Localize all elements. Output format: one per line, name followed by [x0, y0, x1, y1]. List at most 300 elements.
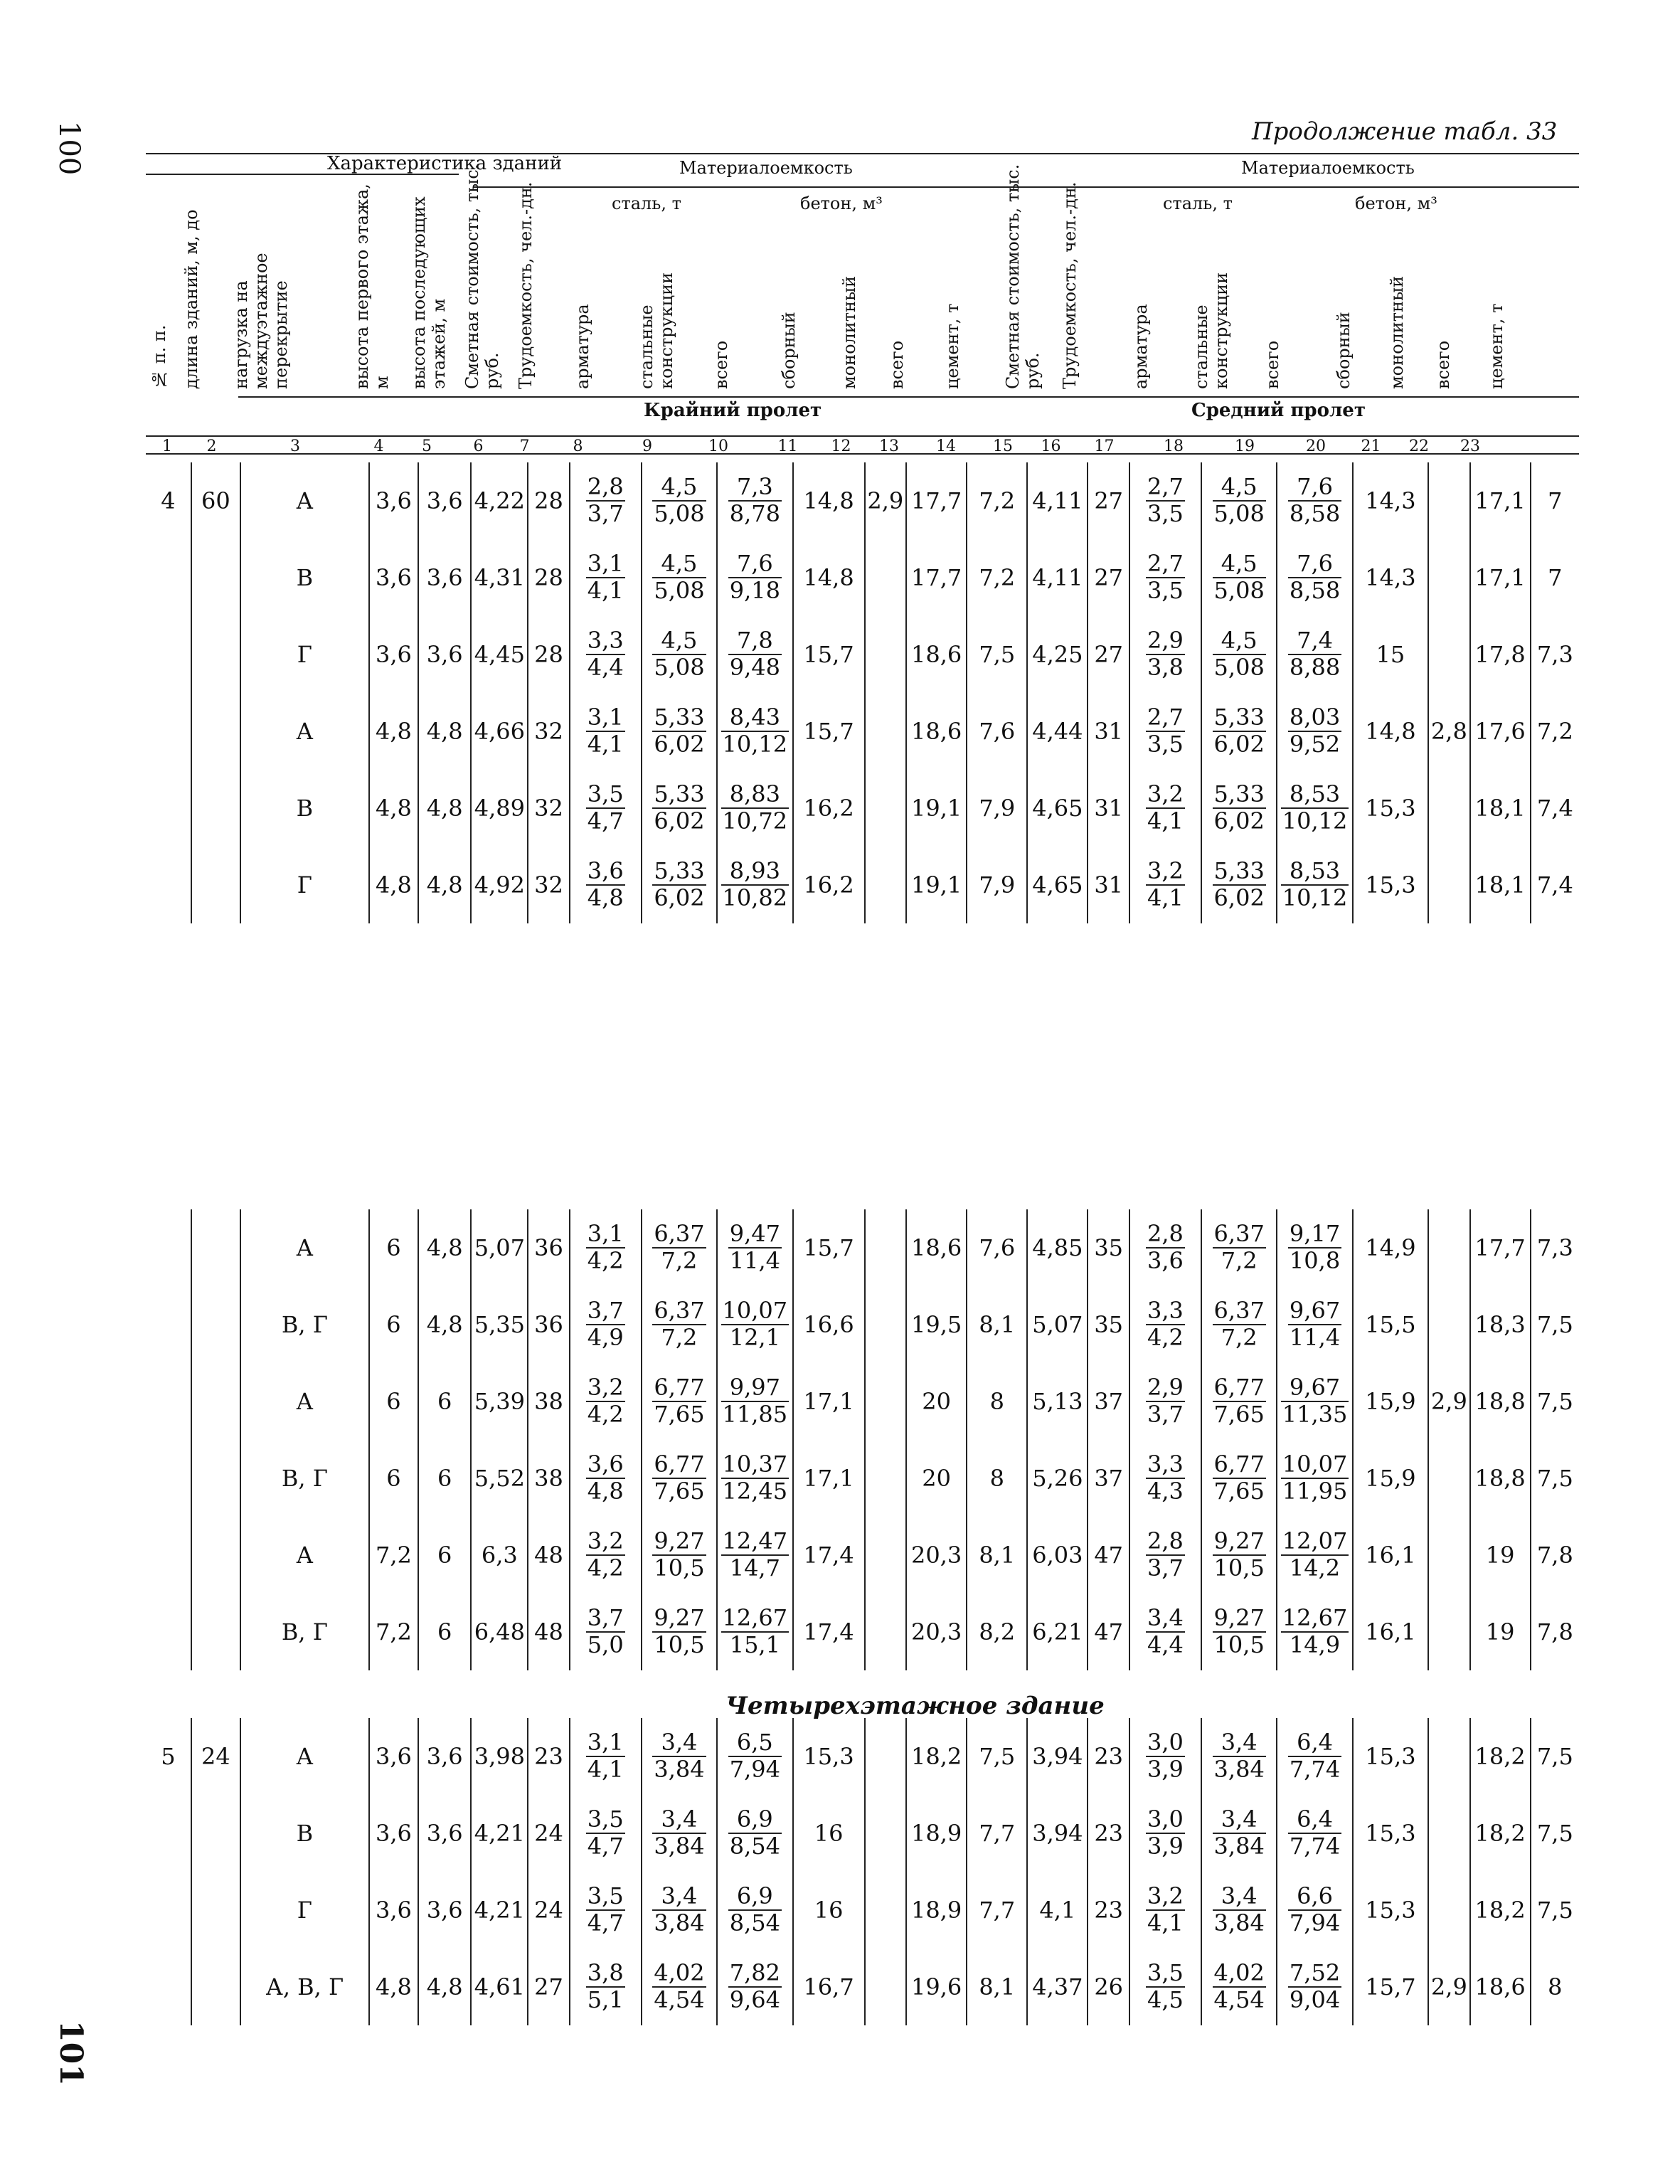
cell-rebar-numerator: 3,5	[587, 1882, 624, 1910]
cell-precast-mid: 15	[1353, 616, 1428, 693]
cell-steel-total-denominator: 9,64	[729, 1986, 780, 2013]
cell-labor-mid: 35	[1088, 1286, 1129, 1363]
hdr-monolith2: монолитный	[1387, 275, 1407, 389]
column-number: 14	[936, 438, 956, 455]
cell-steel-str	[642, 1949, 717, 2025]
cell-rebar-mid-numerator: 3,5	[1147, 1959, 1184, 1987]
cell-cost: 4,21	[471, 1795, 528, 1872]
cell-rebar-mid-numerator: 3,3	[1147, 1451, 1184, 1478]
cell-cement-mid: 8	[1548, 1973, 1563, 2000]
cell-concrete-total: 19,1	[906, 847, 967, 923]
column-number: 15	[993, 438, 1013, 455]
cell-steel-str	[642, 1594, 717, 1670]
cell-steel-str-mid	[1201, 1440, 1277, 1517]
cell-cost-mid: 5,07	[1027, 1286, 1088, 1363]
cell-steel-str-mid	[1201, 1286, 1277, 1363]
cell-steel-total	[717, 1718, 792, 1795]
cell-steel-str-numerator: 9,27	[654, 1527, 705, 1555]
cell-steel-total-mid-numerator: 7,52	[1289, 1959, 1341, 1987]
cell-cost: 4,31	[471, 539, 528, 616]
cell-rebar-mid	[1129, 1517, 1201, 1594]
cell-rebar-numerator: 3,1	[587, 704, 624, 731]
hdr-col1: № п. п.	[149, 324, 169, 389]
cell-precast: 16,6	[793, 1286, 865, 1363]
cell-steel-total-mid-numerator: 12,07	[1282, 1527, 1348, 1555]
cell-monolith-mid: 2,9	[1428, 1949, 1470, 2025]
cell-rebar-denominator: 4,2	[587, 1400, 624, 1428]
cell-steel-str-mid-numerator: 4,5	[1213, 628, 1266, 654]
cell-steel-str-mid	[1201, 462, 1277, 539]
cell-monolith-mid	[1428, 1440, 1470, 1517]
cell-steel-str-mid	[1201, 770, 1277, 847]
cell-load: А	[240, 1209, 369, 1286]
table-row	[146, 770, 1579, 847]
cell-rebar-mid-numerator: 2,7	[1147, 473, 1184, 501]
column-number: 1	[162, 438, 172, 455]
cell-height-first: 3,6	[369, 1872, 418, 1949]
cell-cost-mid: 4,25	[1027, 616, 1088, 693]
header-divider	[238, 396, 1579, 398]
cell-monolith	[865, 847, 907, 923]
cell-steel-total-mid-denominator: 9,52	[1289, 730, 1341, 758]
column-number: 16	[1041, 438, 1061, 455]
cell-labor: 28	[528, 539, 570, 616]
cell-height-next: 6	[418, 1363, 471, 1440]
cell-steel-total-denominator: 11,85	[722, 1400, 788, 1428]
cell-rebar-mid-denominator: 4,5	[1147, 1986, 1184, 2013]
table-header	[146, 153, 1579, 455]
cell-steel-str	[642, 1872, 717, 1949]
steel-left: сталь, т	[612, 194, 681, 213]
column-number: 5	[422, 438, 432, 455]
cell-cement-mid: 7,5	[1536, 1388, 1573, 1415]
cell-steel-total-numerator: 6,5	[728, 1730, 782, 1756]
cell-number: 5	[146, 1718, 191, 1795]
cell-steel-str-mid-numerator: 9,27	[1213, 1527, 1265, 1555]
group-material-right: Материалоемкость	[1241, 158, 1415, 178]
column-number: 2	[206, 438, 217, 455]
cell-steel-total-denominator: 9,48	[729, 653, 780, 681]
cell-height-next: 3,6	[418, 462, 471, 539]
cell-load: В	[240, 539, 369, 616]
cell-steel-str	[642, 847, 717, 923]
cell-concrete-total: 17,7	[906, 462, 967, 539]
cell-steel-str-numerator: 3,4	[652, 1807, 706, 1833]
cell-steel-str-mid-denominator: 3,84	[1213, 1909, 1265, 1936]
table-block-2	[146, 1209, 1579, 1670]
cell-cement-mid: 7,5	[1536, 1743, 1573, 1770]
hdr-cost: Сметная стоимость, тыс. руб.	[462, 164, 502, 389]
table-block-four-storey	[146, 1718, 1579, 2025]
cell-steel-total-numerator: 9,97	[721, 1375, 790, 1401]
cell-rebar-mid-denominator: 4,4	[1147, 1631, 1184, 1658]
cell-rebar-numerator: 3,7	[587, 1297, 624, 1325]
cell-rebar-numerator: 3,1	[587, 1220, 624, 1248]
cell-steel-total-mid-denominator: 10,12	[1282, 807, 1348, 834]
cell-cost-mid: 4,65	[1027, 847, 1088, 923]
cell-rebar-mid-numerator: 2,8	[1147, 1527, 1184, 1555]
cell-concrete-total-mid: 18,2	[1470, 1718, 1531, 1795]
cell-precast-mid: 15,3	[1353, 1795, 1428, 1872]
cell-concrete-total: 19,6	[906, 1949, 967, 2025]
table-row	[146, 1517, 1579, 1594]
cell-precast: 17,1	[793, 1440, 865, 1517]
cell-concrete-total-mid: 18,2	[1470, 1795, 1531, 1872]
cell-rebar-mid	[1129, 1718, 1201, 1795]
cell-steel-str-mid	[1201, 539, 1277, 616]
cell-rebar-mid-numerator: 3,3	[1147, 1297, 1184, 1325]
cell-labor-mid: 47	[1088, 1594, 1129, 1670]
cell-rebar-mid	[1129, 1594, 1201, 1670]
cell-labor: 32	[528, 693, 570, 770]
cell-cement-mid: 7,3	[1536, 1234, 1573, 1261]
hdr-col3: нагрузка на междуэтажное перекрытие	[231, 253, 291, 389]
cell-steel-total-mid-denominator: 8,58	[1289, 499, 1341, 527]
cell-steel-total-denominator: 8,54	[729, 1832, 780, 1860]
hdr-steel-str: стальные конструкции	[637, 272, 676, 389]
cell-precast: 16	[793, 1795, 865, 1872]
cell-steel-total-mid-numerator: 6,4	[1288, 1807, 1341, 1833]
cell-labor: 28	[528, 616, 570, 693]
cell-cement: 7,9	[967, 847, 1027, 923]
cell-cement: 8	[967, 1363, 1027, 1440]
cell-cost: 4,89	[471, 770, 528, 847]
cell-cost-mid: 4,44	[1027, 693, 1088, 770]
cell-steel-str-mid-denominator: 7,65	[1213, 1477, 1265, 1505]
cell-rebar-mid	[1129, 1795, 1201, 1872]
cell-load: В, Г	[240, 1286, 369, 1363]
cell-steel-total-denominator: 12,45	[722, 1477, 788, 1505]
hdr-steel-str2: стальные конструкции	[1191, 272, 1231, 389]
cell-height-first: 4,8	[369, 693, 418, 770]
cell-steel-total-mid-numerator: 9,67	[1281, 1375, 1349, 1401]
cell-rebar	[570, 1949, 642, 2025]
cell-steel-total-mid	[1277, 847, 1352, 923]
cell-monolith	[865, 1718, 907, 1795]
cell-concrete-total-mid: 18,6	[1470, 1949, 1531, 2025]
cell-steel-total	[717, 1517, 792, 1594]
column-number: 11	[777, 438, 798, 455]
cell-precast-mid: 16,1	[1353, 1517, 1428, 1594]
cell-steel-total-mid	[1277, 1594, 1352, 1670]
cell-steel-total-mid	[1277, 1286, 1352, 1363]
cell-precast: 14,8	[793, 539, 865, 616]
cell-cement: 7,6	[967, 1209, 1027, 1286]
cell-steel-str	[642, 462, 717, 539]
table-row	[146, 1209, 1579, 1286]
cell-length	[191, 616, 240, 693]
cell-load: Г	[240, 1872, 369, 1949]
cell-rebar-denominator: 5,0	[587, 1631, 624, 1658]
cell-cement: 7,2	[967, 462, 1027, 539]
cell-labor: 24	[528, 1872, 570, 1949]
cell-rebar	[570, 1795, 642, 1872]
cell-steel-str-mid-denominator: 7,65	[1213, 1400, 1265, 1428]
cell-rebar-mid	[1129, 1209, 1201, 1286]
column-number: 8	[573, 438, 583, 455]
cell-precast: 15,3	[793, 1718, 865, 1795]
table-row	[146, 1795, 1579, 1872]
cell-labor-mid: 27	[1088, 462, 1129, 539]
table-row	[146, 1440, 1579, 1517]
cell-rebar-denominator: 4,2	[587, 1246, 624, 1274]
cell-steel-str-numerator: 4,5	[652, 551, 706, 578]
cell-rebar	[570, 1286, 642, 1363]
cell-steel-str-denominator: 10,5	[654, 1554, 705, 1581]
cell-steel-total-numerator: 8,93	[721, 859, 790, 885]
cell-length	[191, 770, 240, 847]
cell-steel-str-mid-denominator: 3,84	[1213, 1755, 1265, 1783]
cell-labor-mid: 23	[1088, 1795, 1129, 1872]
cell-steel-total-mid-numerator: 6,4	[1288, 1730, 1341, 1756]
cell-number: 4	[146, 462, 191, 539]
cell-rebar-mid	[1129, 462, 1201, 539]
cell-steel-str-denominator: 5,08	[654, 576, 705, 604]
cell-cement-mid: 7,8	[1536, 1542, 1573, 1569]
cell-cost: 5,52	[471, 1440, 528, 1517]
cell-height-next: 4,8	[418, 1209, 471, 1286]
cell-rebar-numerator: 3,2	[587, 1374, 624, 1401]
cell-steel-total-mid-denominator: 8,88	[1289, 653, 1341, 681]
cell-rebar-mid	[1129, 847, 1201, 923]
cell-number	[146, 693, 191, 770]
cell-steel-str-mid-numerator: 5,33	[1213, 857, 1265, 885]
cell-monolith: 2,9	[865, 462, 907, 539]
cell-rebar-denominator: 4,1	[587, 576, 624, 604]
cell-height-first: 6	[369, 1440, 418, 1517]
cell-steel-total-mid-numerator: 8,53	[1281, 782, 1349, 808]
cell-steel-str-denominator: 7,65	[654, 1400, 705, 1428]
cell-monolith	[865, 1795, 907, 1872]
cell-steel-total-mid	[1277, 539, 1352, 616]
cell-cost: 4,21	[471, 1872, 528, 1949]
cell-monolith	[865, 1949, 907, 2025]
table-row	[146, 1594, 1579, 1670]
group-material-left: Материалоемкость	[679, 158, 853, 178]
cell-precast: 16	[793, 1872, 865, 1949]
cell-rebar-mid-numerator: 3,2	[1147, 1882, 1184, 1910]
cell-rebar-mid-numerator: 3,0	[1147, 1729, 1184, 1756]
cell-steel-total-numerator: 12,47	[722, 1527, 788, 1555]
concrete-right: бетон, м³	[1355, 194, 1437, 213]
cell-load: В, Г	[240, 1440, 369, 1517]
cell-precast: 16,2	[793, 770, 865, 847]
cell-steel-str-mid	[1201, 1209, 1277, 1286]
cell-labor: 24	[528, 1795, 570, 1872]
cell-rebar-denominator: 4,1	[587, 1755, 624, 1783]
cell-rebar-mid-denominator: 3,7	[1147, 1554, 1184, 1581]
cell-concrete-total-mid: 17,6	[1470, 693, 1531, 770]
cell-cost: 4,45	[471, 616, 528, 693]
cell-labor-mid: 26	[1088, 1949, 1129, 2025]
cell-number	[146, 1949, 191, 2025]
cell-cement-mid: 7,4	[1536, 871, 1573, 898]
cell-steel-total-mid	[1277, 1209, 1352, 1286]
cell-rebar-mid	[1129, 1872, 1201, 1949]
cell-precast: 16,2	[793, 847, 865, 923]
cell-steel-str-denominator: 7,65	[654, 1477, 705, 1505]
cell-rebar-mid-denominator: 3,5	[1147, 499, 1184, 527]
cell-rebar-denominator: 5,1	[587, 1986, 624, 2013]
cell-steel-str-mid-denominator: 5,08	[1213, 653, 1265, 681]
cell-rebar	[570, 847, 642, 923]
cell-rebar-mid-denominator: 4,1	[1147, 884, 1184, 911]
cell-steel-total-mid-denominator: 10,12	[1282, 884, 1348, 911]
cell-precast-mid: 15,3	[1353, 1718, 1428, 1795]
cell-rebar	[570, 1718, 642, 1795]
cell-length	[191, 1517, 240, 1594]
cell-rebar-mid-numerator: 2,7	[1147, 704, 1184, 731]
cell-steel-total-denominator: 14,7	[729, 1554, 780, 1581]
cell-steel-total-denominator: 9,18	[729, 576, 780, 604]
cell-rebar-numerator: 3,6	[587, 857, 624, 885]
cell-concrete-total: 17,7	[906, 539, 967, 616]
cell-cement: 7,6	[967, 693, 1027, 770]
cell-rebar-numerator: 3,3	[587, 627, 624, 654]
cell-steel-total-mid-denominator: 7,94	[1289, 1909, 1341, 1936]
cell-monolith	[865, 1872, 907, 1949]
cell-rebar-numerator: 3,1	[587, 550, 624, 578]
cell-steel-str-numerator: 6,37	[654, 1297, 705, 1325]
cell-steel-str-mid-numerator: 3,4	[1213, 1884, 1266, 1910]
cell-steel-str-mid-numerator: 6,77	[1213, 1451, 1265, 1478]
cell-height-next: 3,6	[418, 539, 471, 616]
cell-rebar-denominator: 4,9	[587, 1323, 624, 1351]
cell-cement-mid: 7,5	[1536, 1820, 1573, 1847]
hdr-cement2: цемент, т	[1487, 303, 1506, 389]
cell-concrete-total: 18,9	[906, 1795, 967, 1872]
table-row	[146, 1286, 1579, 1363]
column-number: 23	[1460, 438, 1480, 455]
cell-height-first: 4,8	[369, 1949, 418, 2025]
cell-steel-total-mid-numerator: 10,07	[1282, 1451, 1348, 1478]
hdr-total: всего	[711, 340, 731, 389]
cell-steel-str	[642, 1795, 717, 1872]
steel-right: сталь, т	[1163, 194, 1233, 213]
hdr-precast: сборный	[779, 312, 799, 389]
hdr-col2: длина зданий, м, до	[181, 209, 201, 389]
cell-height-next: 6	[418, 1594, 471, 1670]
cell-rebar-denominator: 3,7	[587, 499, 624, 527]
cell-steel-str-mid	[1201, 1795, 1277, 1872]
cell-rebar-numerator: 3,5	[587, 1806, 624, 1833]
cell-steel-total-mid-denominator: 14,9	[1289, 1631, 1341, 1658]
cell-cement: 7,7	[967, 1872, 1027, 1949]
cell-steel-str	[642, 1363, 717, 1440]
cell-concrete-total: 19,5	[906, 1286, 967, 1363]
cell-monolith	[865, 693, 907, 770]
cell-cement-mid: 7,4	[1536, 795, 1573, 822]
cell-steel-total-mid-denominator: 11,4	[1289, 1323, 1341, 1351]
cell-precast: 15,7	[793, 1209, 865, 1286]
cell-rebar-numerator: 3,7	[587, 1604, 624, 1632]
hdr-rebar2: арматура	[1131, 304, 1151, 389]
cell-rebar	[570, 462, 642, 539]
cell-precast-mid: 14,9	[1353, 1209, 1428, 1286]
cell-height-first: 3,6	[369, 462, 418, 539]
cell-cement-mid: 7,2	[1536, 718, 1573, 745]
cell-steel-total-mid	[1277, 1795, 1352, 1872]
cell-load: В, Г	[240, 1594, 369, 1670]
cell-number	[146, 847, 191, 923]
cell-steel-str-mid-denominator: 7,2	[1221, 1323, 1258, 1351]
cell-length	[191, 1363, 240, 1440]
cell-rebar-mid-numerator: 3,4	[1147, 1604, 1184, 1632]
cell-monolith-mid	[1428, 1594, 1470, 1670]
cell-steel-total-mid-numerator: 8,03	[1289, 704, 1341, 731]
cell-steel-str-mid-numerator: 4,02	[1213, 1959, 1265, 1987]
cell-steel-total-numerator: 8,83	[721, 782, 790, 808]
cell-labor-mid: 23	[1088, 1718, 1129, 1795]
hdr-monolith: монолитный	[839, 275, 859, 389]
cell-cement-mid: 7,8	[1536, 1618, 1573, 1645]
table-row	[146, 1949, 1579, 2025]
cell-rebar-mid-denominator: 3,9	[1147, 1755, 1184, 1783]
cell-steel-str	[642, 539, 717, 616]
cell-labor: 23	[528, 1718, 570, 1795]
cell-labor-mid: 31	[1088, 847, 1129, 923]
cell-rebar-numerator: 2,8	[587, 473, 624, 501]
cell-steel-total-mid	[1277, 693, 1352, 770]
cell-steel-total	[717, 1594, 792, 1670]
cell-steel-str-denominator: 5,08	[654, 499, 705, 527]
cell-monolith	[865, 770, 907, 847]
cell-steel-total-mid-numerator: 7,6	[1288, 551, 1341, 578]
cell-rebar-mid-denominator: 4,2	[1147, 1323, 1184, 1351]
cell-rebar	[570, 1440, 642, 1517]
cell-height-next: 4,8	[418, 1286, 471, 1363]
cell-height-first: 7,2	[369, 1594, 418, 1670]
cell-labor: 48	[528, 1594, 570, 1670]
cell-monolith-mid	[1428, 1872, 1470, 1949]
table-row	[146, 616, 1579, 693]
hdr-labor: Трудоемкость, чел.-дн.	[516, 181, 536, 389]
cell-monolith	[865, 1286, 907, 1363]
cell-concrete-total-mid: 17,7	[1470, 1209, 1531, 1286]
cell-steel-total-denominator: 8,78	[729, 499, 780, 527]
column-number: 18	[1164, 438, 1184, 455]
column-number: 17	[1094, 438, 1115, 455]
cell-cost: 5,39	[471, 1363, 528, 1440]
cell-steel-total	[717, 1440, 792, 1517]
table-row	[146, 539, 1579, 616]
cell-steel-total-mid-denominator: 11,95	[1282, 1477, 1348, 1505]
cell-steel-str	[642, 1440, 717, 1517]
cell-precast: 15,7	[793, 616, 865, 693]
cell-number	[146, 770, 191, 847]
table-row	[146, 1718, 1579, 1795]
cell-steel-total	[717, 1209, 792, 1286]
cell-load: А	[240, 1718, 369, 1795]
cell-cost: 6,48	[471, 1594, 528, 1670]
cell-height-first: 7,2	[369, 1517, 418, 1594]
cell-cement: 7,5	[967, 1718, 1027, 1795]
cell-steel-str-mid	[1201, 616, 1277, 693]
cell-steel-total-mid	[1277, 1517, 1352, 1594]
hdr-precast2: сборный	[1334, 312, 1354, 389]
cell-steel-total-denominator: 10,72	[722, 807, 788, 834]
cell-load: Г	[240, 847, 369, 923]
cell-monolith	[865, 1517, 907, 1594]
cell-concrete-total: 20,3	[906, 1594, 967, 1670]
cell-rebar-numerator: 3,6	[587, 1451, 624, 1478]
span-mid-label: Средний пролет	[1191, 400, 1366, 421]
cell-steel-total-mid-numerator: 6,6	[1288, 1884, 1341, 1910]
cell-steel-str-numerator: 5,33	[654, 780, 705, 808]
cell-precast-mid: 15,3	[1353, 770, 1428, 847]
cell-length	[191, 847, 240, 923]
cell-rebar-numerator: 3,1	[587, 1729, 624, 1756]
